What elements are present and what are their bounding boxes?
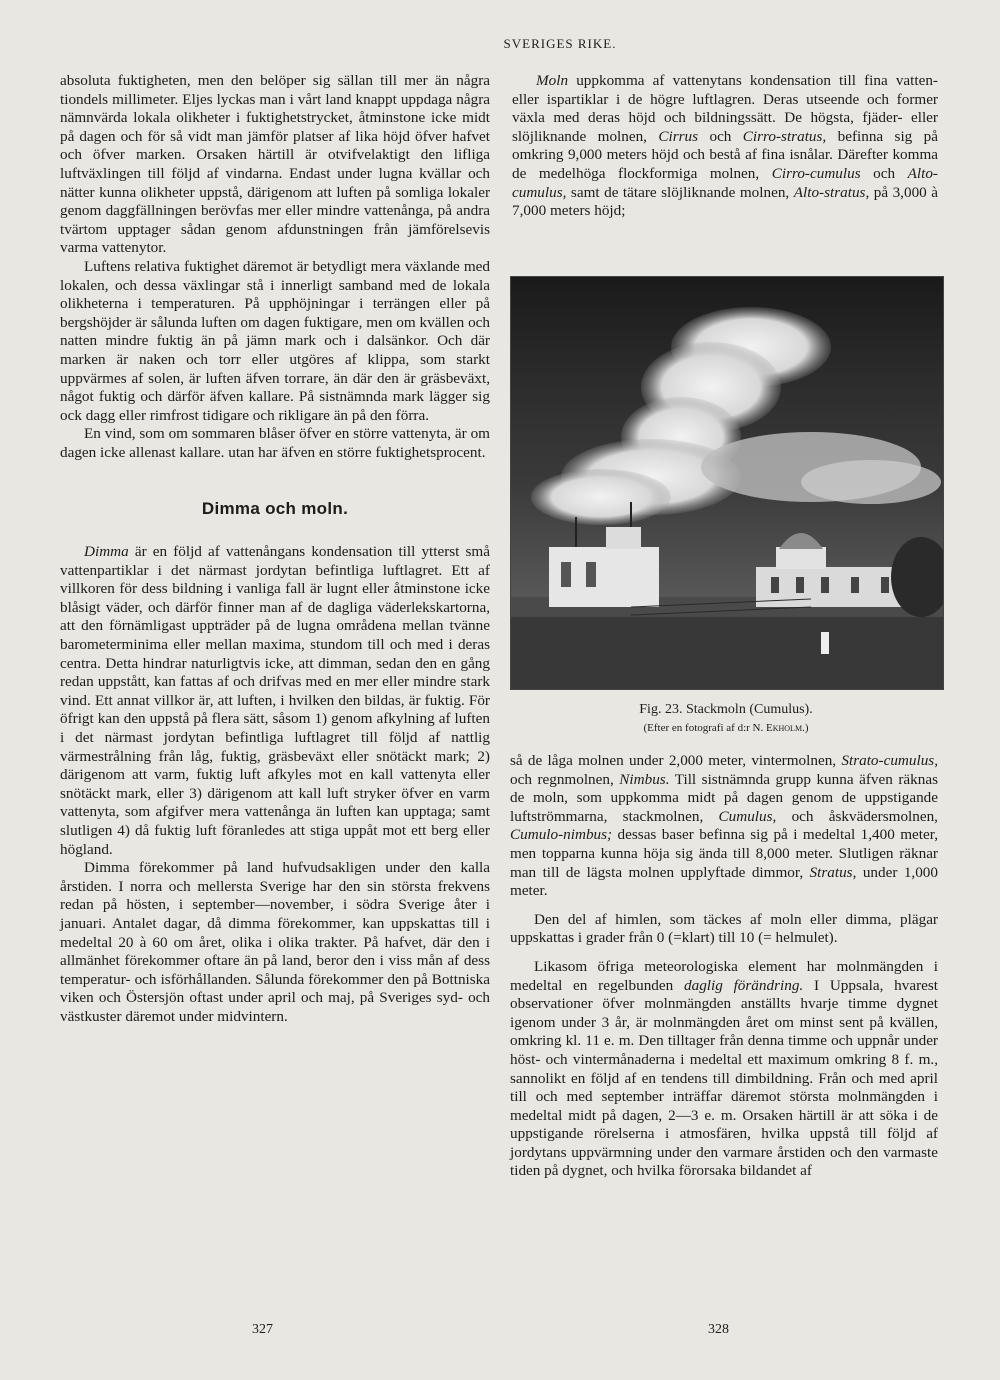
instrument-post xyxy=(821,632,829,654)
page-number-right: 328 xyxy=(708,1322,729,1337)
left-paragraph-2: Luftens relativa fuktighet däremot är betydligt mera växlande med lokalen, och dessa växlingar stå i innerligt samband med de lokala olikheterna i temperaturen. På upphöjningar i terrängen eller på bergshöjder är sålunda luften om dagen fuktigare, men om kvällen och natten mindre fuktig än på jämn mark och i dalsänkor. Och där marken är naken och torr eller utgöres af klippa, som starkt uppvärmes af solen, är luften äfven torrare, än där den är gräsbeväxt, något fuktig och därför äfven kallare. På sistnämnda mark lägger sig ock dagg eller rimfrost tidigare och rikligare än på den förra. xyxy=(60,257,490,424)
left-column xyxy=(60,72,490,1027)
text-span: och xyxy=(698,127,743,145)
term-cirrus: Cirrus xyxy=(658,127,699,145)
right-column-bottom xyxy=(510,752,938,1181)
term-cumulus: Cumulus, xyxy=(718,807,777,825)
text-span: och åskvädersmolnen, xyxy=(776,807,938,825)
text-span: på 3,000 à 7,000 meters höjd; xyxy=(512,183,938,220)
term-cirrostratus: Cirro-stratus, xyxy=(742,127,827,145)
term-cirrocumulus: Cirro-cumulus xyxy=(771,164,861,182)
figure-credit xyxy=(510,722,942,734)
text-span: dessas baser befinna sig på i medeltal 1,400 meter, men topparna kunna höja sig ända till 8,000 meter. Slutligen räknar man till de lägsta molnen upplyftade dimmor, xyxy=(510,826,938,881)
credit-suffix: .) xyxy=(802,722,809,734)
text-span: under 1,000 meter. xyxy=(510,863,938,900)
term-nimbus: Nimbus. xyxy=(619,770,670,788)
photo-illustration xyxy=(511,277,943,689)
right-paragraph-1 xyxy=(512,72,938,221)
text-span: Till sistnämnda grupp kunna äfven räknas de moln, som uppkomma midt på dagen genom de uppstigande luftströmmarna, stackmolnen, xyxy=(510,770,938,825)
cumulus-photograph xyxy=(510,276,944,690)
right-paragraph-3: Den del af himlen, som täckes af moln eller dimma, plägar uppskattas i grader från 0 (=klart) till 10 (= helmulet). xyxy=(510,910,938,947)
left-paragraph-1: absoluta fuktigheten, men den belöper sig sällan till mer än några tiondels millimeter. Eljes lyckas man i vårt land knappt uppdaga några nämnvärda lokala olikheter i fuktighetstrycket, åtminstone icke midt på dagen och för så vidt man jämför platser af lika höjd öfver hafvet och öfver marken. Orsaken härtill är otvifvelaktigt den lifliga luftväxlingen till följd af vindarna. Endast under lugna kvällar och nätter kunna olikheter uppstå, därigenom att luften på somliga lokaler genom daggfällningen berövfas mer eller mindre vattenånga, på andra tvärtom upptager sådan genom afdunstningen från jämförelsevis varma vattenytor. xyxy=(60,72,490,257)
cumulus-cloud xyxy=(531,307,941,525)
credit-prefix: (Efter en fotografi af d:r N. xyxy=(643,722,766,734)
left-paragraph-4-text: är en följd af vattenångans kondensation till ytterst små vattenpartiklar i det närmast jordytan befintliga luftlagret. Ett af villkoren för dess bildning i vanliga fall är lugnt eller åtminstone icke blåsigt väder, och därför finner man af de dagliga väderlekskartorna, att den förnämligast uppträder på de lugna områdena mellan tvänne barometerminima eller mellan maxima, stundom till och med i deras centra. Detta hindrar naturligtvis icke, att dimman, sedan den en gång redan uppstått, kan fattas af och drifvas med en mer eller mindre stark vind. Ett annat villkor är, att luften, i hvilken den bildas, är fuktig. För öfrigt kan den uppstå på flera sätt, såsom 1) genom afkylning af luften i det närmast jordytan befintliga luftlagret till följd af nattlig värmestrålning från låg, fuktig, gräsbeväxt eller snötäckt mark; 2) därigenom att varm, fuktig luft afkyles mot en kall vattenyta eller snötäckt mark, eller 3) därigenom att kall luft stryker öfver en varm vattenyta, som afgifver mera vattenånga än luften kan upptaga; samt slutligen 4) då fuktig luft föranledes att stiga uppåt mot ett berg eller högland. xyxy=(60,543,490,858)
credit-name: Ekholm xyxy=(766,722,803,734)
running-header: SVERIGES RIKE. xyxy=(503,36,617,51)
figure-caption: Fig. 23. Stackmoln (Cumulus). xyxy=(639,702,813,717)
section-heading: Dimma och moln. xyxy=(201,499,349,519)
left-paragraph-5: Dimma förekommer på land hufvudsakligen under den kalla årstiden. I norra och mellersta Sverige har den sin största frekvens redan på hösten, i september—november, i södra Sverige åter i januari. Antalet dagar, då dimma förekommer, kan uppskattas till i medeltal 20 à 60 om året, olika i olika trakter. På hafvet, där den i allmänhet förekommer oftare än på land, beror den i viss mån af dess temperatur- och isförhållanden. Sålunda förekommer den på Bottniska viken och Östersjön oftast under april och maj, på Sveriges syd- och västkuster däremot under midvintern. xyxy=(60,859,490,1025)
term-altostratus: Alto-stratus, xyxy=(793,183,870,201)
text-span: uppkomma af vattenytans kondensation till fina vatten- eller ispartiklar i de högre luftlagren. Deras utseende och former växla med deras höjd och bildningssätt. De högsta, fjäder- eller slöjliknande molnen, xyxy=(512,72,938,145)
term-moln: Moln xyxy=(536,72,569,89)
term-altocumulus: Alto-cumulus, xyxy=(512,164,938,201)
left-paragraph-3: En vind, som om sommaren blåser öfver en större vattenyta, är om dagen icke allenast kallare. utan har äfven en större fuktighetsprocent. xyxy=(60,425,490,461)
text-span: och xyxy=(860,164,908,182)
term-stratus: Stratus, xyxy=(809,863,857,881)
text-span: Likasom öfriga meteorologiska element har molnmängden i medeltal en regelbunden xyxy=(510,957,938,994)
text-span: befinna sig på omkring 9,000 meters höjd och bestå af fina isnålar. Därefter komma de medelhöga flockformiga molnen, xyxy=(512,127,938,182)
term-dimma: Dimma xyxy=(84,543,129,561)
right-paragraph-2 xyxy=(510,752,938,901)
page-number-left: 327 xyxy=(252,1322,273,1337)
text-span: så de låga molnen under 2,000 meter, vintermolnen, xyxy=(510,752,842,769)
term-cumulonimbus: Cumulo-nimbus; xyxy=(510,826,613,844)
term-daglig-forandring: daglig förändring. xyxy=(684,976,804,994)
text-span: samt de tätare slöjliknande molnen, xyxy=(566,183,794,201)
left-paragraph-4 xyxy=(60,543,490,859)
right-column-top xyxy=(512,72,938,221)
text-span: I Uppsala, hvarest observationer öfver molnmängden anställts hvarje timme dygnet igenom under 3 år, är molnmängden året om minst sent på kvällen, omkring kl. 11 e. m. Den tilltager från denna timme och uppnår under höst- och vintermånaderna i medeltal ett maximum omkring 8 f. m., sannolikt en följd af en tendens till dimbildning. Från och med april till och med september inträffar däremot största molnmängden i medeltal midt på dagen, 2—3 e. m. Orsaken härtill är att söka i de uppstigande rörelserna i atmosfären, hvilka uppstå till följd af jordytans uppvärmning under den varmare årstiden och den varmaste tiden på dygnet, och hvilka förorsaka bildandet af xyxy=(510,976,939,1180)
right-paragraph-4 xyxy=(510,958,938,1181)
text-span: och regnmolnen, xyxy=(510,770,620,788)
term-stratocumulus: Strato-cumulus, xyxy=(841,752,938,769)
